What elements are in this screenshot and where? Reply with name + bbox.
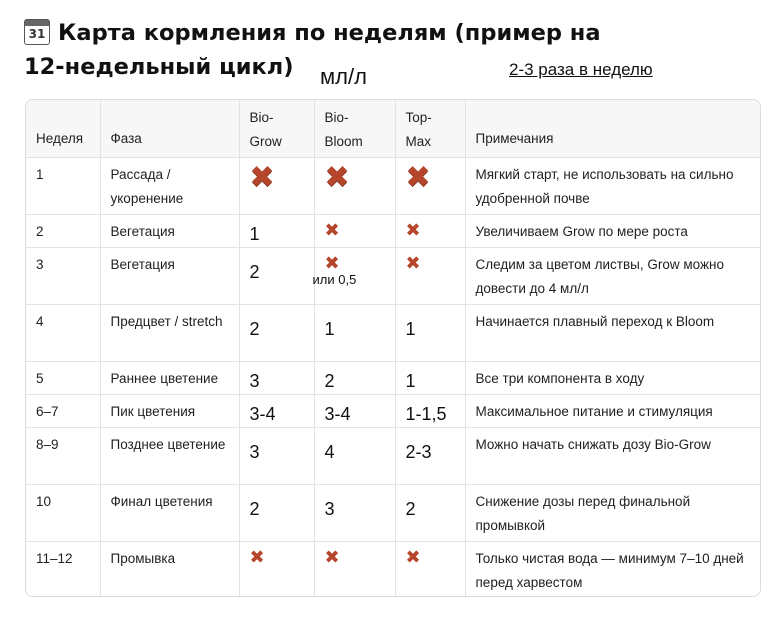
- cell-week: 6–7: [26, 394, 100, 427]
- cross-icon: ✖: [405, 546, 421, 567]
- cell-notes: Мягкий старт, не использовать на сильно удобренной почве: [465, 157, 760, 214]
- cell-bio-bloom: [314, 361, 395, 394]
- cell-phase: Промывка: [100, 541, 239, 597]
- cell-bio-bloom: [314, 247, 395, 304]
- header-notes: Примечания: [465, 100, 760, 157]
- header-phase: Фаза: [100, 100, 239, 157]
- cell-top-max: [395, 157, 465, 214]
- cross-icon: ✖: [405, 252, 421, 273]
- cross-icon: ✖: [249, 546, 265, 567]
- dose-value: 2: [249, 318, 260, 339]
- cross-icon: ✖: [324, 252, 340, 273]
- cell-top-max: [395, 541, 465, 597]
- cell-bio-bloom: [314, 484, 395, 541]
- cell-bio-grow: [239, 541, 314, 597]
- cell-top-max: [395, 304, 465, 361]
- dose-value: 3: [249, 370, 260, 391]
- table-row: [26, 427, 760, 484]
- dose-value: 2: [324, 370, 335, 391]
- header-bio-bloom: Bio-Bloom: [314, 100, 395, 157]
- cross-icon: ✖: [324, 160, 350, 194]
- cell-notes: Увеличиваем Grow по мере роста: [465, 214, 760, 247]
- dose-value: 1: [324, 318, 335, 339]
- cell-week: 5: [26, 361, 100, 394]
- dose-value: 1-1,5: [405, 403, 447, 424]
- table-row: [26, 214, 760, 247]
- cross-icon: ✖: [324, 219, 340, 240]
- cell-phase: Позднее цветение: [100, 427, 239, 484]
- cell-week: 3: [26, 247, 100, 304]
- feeding-table-card: [25, 99, 761, 597]
- cross-icon: ✖: [405, 219, 421, 240]
- table-row: [26, 541, 760, 597]
- dose-value: 2-3: [405, 441, 432, 462]
- cell-bio-bloom: [314, 541, 395, 597]
- cell-notes: Максимальное питание и стимуляция: [465, 394, 760, 427]
- dose-value: 3-4: [249, 403, 276, 424]
- title-text: Карта кормления по неделям (пример на 12-недельный цикл): [24, 20, 601, 80]
- frequency-note: 2-3 раза в неделю: [509, 60, 653, 79]
- dose-value: 1: [249, 223, 260, 244]
- cell-week: 4: [26, 304, 100, 361]
- cell-bio-grow: [239, 214, 314, 247]
- cell-week: 8–9: [26, 427, 100, 484]
- unit-note: мл/л: [320, 64, 367, 89]
- cell-bio-bloom: [314, 157, 395, 214]
- cell-week: 2: [26, 214, 100, 247]
- dose-value: 1: [405, 370, 416, 391]
- cell-notes: Следим за цветом листвы, Grow можно довести до 4 мл/л: [465, 247, 760, 304]
- cross-icon: ✖: [249, 160, 275, 194]
- cell-bio-grow: [239, 247, 314, 304]
- cross-icon: ✖: [324, 546, 340, 567]
- dose-value: 3-4: [324, 403, 351, 424]
- cell-bio-bloom: [314, 394, 395, 427]
- cell-notes: Все три компонента в ходу: [465, 361, 760, 394]
- dose-value: 3: [249, 441, 260, 462]
- dose-value: 2: [249, 498, 260, 519]
- cell-phase: Предцвет / stretch: [100, 304, 239, 361]
- header-week: Неделя: [26, 100, 100, 157]
- cell-bio-grow: [239, 304, 314, 361]
- cell-bio-grow: [239, 427, 314, 484]
- cell-phase: Раннее цветение: [100, 361, 239, 394]
- cell-top-max: [395, 361, 465, 394]
- cell-notes: Снижение дозы перед финальной промывкой: [465, 484, 760, 541]
- cell-top-max: [395, 247, 465, 304]
- cross-icon: ✖: [405, 160, 431, 194]
- cell-top-max: [395, 394, 465, 427]
- cell-phase: Рассада / укоренение: [100, 157, 239, 214]
- bloom-alt-value: или 0,5: [312, 271, 357, 287]
- cell-bio-bloom: [314, 304, 395, 361]
- cell-bio-bloom: [314, 427, 395, 484]
- cell-phase: Вегетация: [100, 214, 239, 247]
- cell-top-max: [395, 214, 465, 247]
- cell-top-max: [395, 484, 465, 541]
- table-row: [26, 157, 760, 214]
- cell-bio-bloom: [314, 214, 395, 247]
- table-row: [26, 361, 760, 394]
- cell-week: 10: [26, 484, 100, 541]
- cell-week: 11–12: [26, 541, 100, 597]
- cell-notes: Можно начать снижать дозу Bio-Grow: [465, 427, 760, 484]
- dose-value: 2: [405, 498, 416, 519]
- cell-week: 1: [26, 157, 100, 214]
- header-bio-grow: Bio-Grow: [239, 100, 314, 157]
- table-row: [26, 394, 760, 427]
- table-row: [26, 484, 760, 541]
- table-row: [26, 247, 760, 304]
- cell-phase: Финал цветения: [100, 484, 239, 541]
- dose-value: 2: [249, 261, 260, 282]
- header-top-max: Top-Max: [395, 100, 465, 157]
- dose-value: 1: [405, 318, 416, 339]
- cell-top-max: [395, 427, 465, 484]
- feeding-table: [26, 100, 760, 597]
- cell-bio-grow: [239, 394, 314, 427]
- cell-notes: Начинается плавный переход к Bloom: [465, 304, 760, 361]
- cell-bio-grow: [239, 157, 314, 214]
- dose-value: 4: [324, 441, 335, 462]
- cell-bio-grow: [239, 484, 314, 541]
- table-row: [26, 304, 760, 361]
- calendar-icon: 31: [24, 19, 50, 45]
- cell-phase: Пик цветения: [100, 394, 239, 427]
- cell-bio-grow: [239, 361, 314, 394]
- table-header-row: [26, 100, 760, 157]
- cell-phase: Вегетация: [100, 247, 239, 304]
- dose-value: 3: [324, 498, 335, 519]
- cell-notes: Только чистая вода — минимум 7–10 дней перед харвестом: [475, 550, 744, 590]
